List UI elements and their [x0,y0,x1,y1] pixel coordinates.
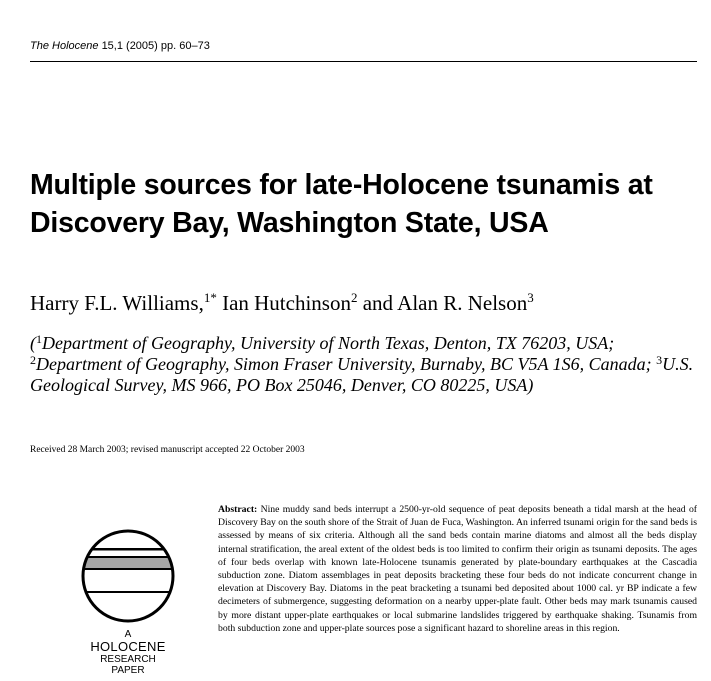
logo-caption [72,629,184,676]
affiliation-mark: 3 [656,353,663,367]
abstract-label: Abstract: [218,504,258,515]
author-name: Ian Hutchinson [222,291,351,315]
logo-ring [83,531,173,621]
affiliation-mark: 1 [36,332,42,346]
journal-citation [30,40,210,52]
affiliations [30,333,700,396]
abstract-text: Nine muddy sand beds interrupt a 2500-yr-old sequence of peat deposits beneath a tidal marsh at the head of Discovery Bay on the south shore of the Strait of Juan de Fuca, Washington. An inferred tsunami origin for the sand beds is assessed by means of six criteria. Although all the sand beds contain marine diatoms and almost all the beds display internal stratification, the areal extent of the oldest beds is too limited to confirm their origin as tsunami deposits. The ages of four beds overlap with known late-Holocene tsunamis generated by plate-boundary earthquakes at the Cascadia subduction zone. Diatom assemblages in peat deposits bracketing these four beds do not indicate concurrent change in elevation at Discovery Bay. Diatoms in the peat bracketing a tsunami bed deposited about 1000 cal. yr BP indicate a few decimeters of submergence, suggesting deformation on a nearby upper-plate fault. Other beds may mark tsunamis caused by more distant upper-plate earthquakes or local submarine landslides triggered by earthquake shaking. Tsunamis from both subduction zone and upper-plate sources pose a significant hazard to shoreline areas in this region. [218,504,698,634]
journal-name: The Holocene [30,40,99,52]
logo-band-gray [72,558,184,568]
logo-line-paper: PAPER [111,665,145,676]
logo-band-black [72,548,184,551]
logo-emblem [72,527,184,625]
author-affiliation-mark: 3 [527,290,534,305]
author-affiliation-mark: 1* [203,290,217,305]
logo-band-black [72,591,184,593]
logo-line-holocene: HOLOCENE [90,639,166,654]
affiliation-close-paren: ) [527,375,534,395]
author-affiliation-mark: 2 [350,290,358,305]
affiliation-text: Department of Geography, University of North Texas, Denton, TX 76203, USA; [42,333,615,353]
abstract [218,503,697,635]
holocene-research-paper-logo [72,527,184,676]
logo-band-black [72,568,184,570]
affiliation-mark: 2 [30,353,36,367]
journal-volume-pages: 15,1 (2005) pp. 60–73 [101,40,210,52]
affiliation-text: U.S. Geological Survey, MS 966, PO Box 25046, Denver, CO 80225, USA [30,354,694,395]
author-name: Alan R. Nelson [397,291,528,315]
author-name: Harry F.L. Williams, [30,291,204,315]
affiliation-text: Department of Geography, Simon Fraser University, Burnaby, BC V5A 1S6, Canada; [36,354,652,374]
author-list [30,290,700,316]
author-connector: and [362,291,394,315]
affiliation-open-paren: ( [30,333,36,353]
received-dates: Received 28 March 2003; revised manuscript accepted 22 October 2003 [30,445,305,455]
header-rule [30,61,697,62]
logo-line-a: A [124,629,132,640]
logo-line-research: RESEARCH [100,654,156,665]
paper-title: Multiple sources for late-Holocene tsunamis at Discovery Bay, Washington State, USA [30,169,653,239]
